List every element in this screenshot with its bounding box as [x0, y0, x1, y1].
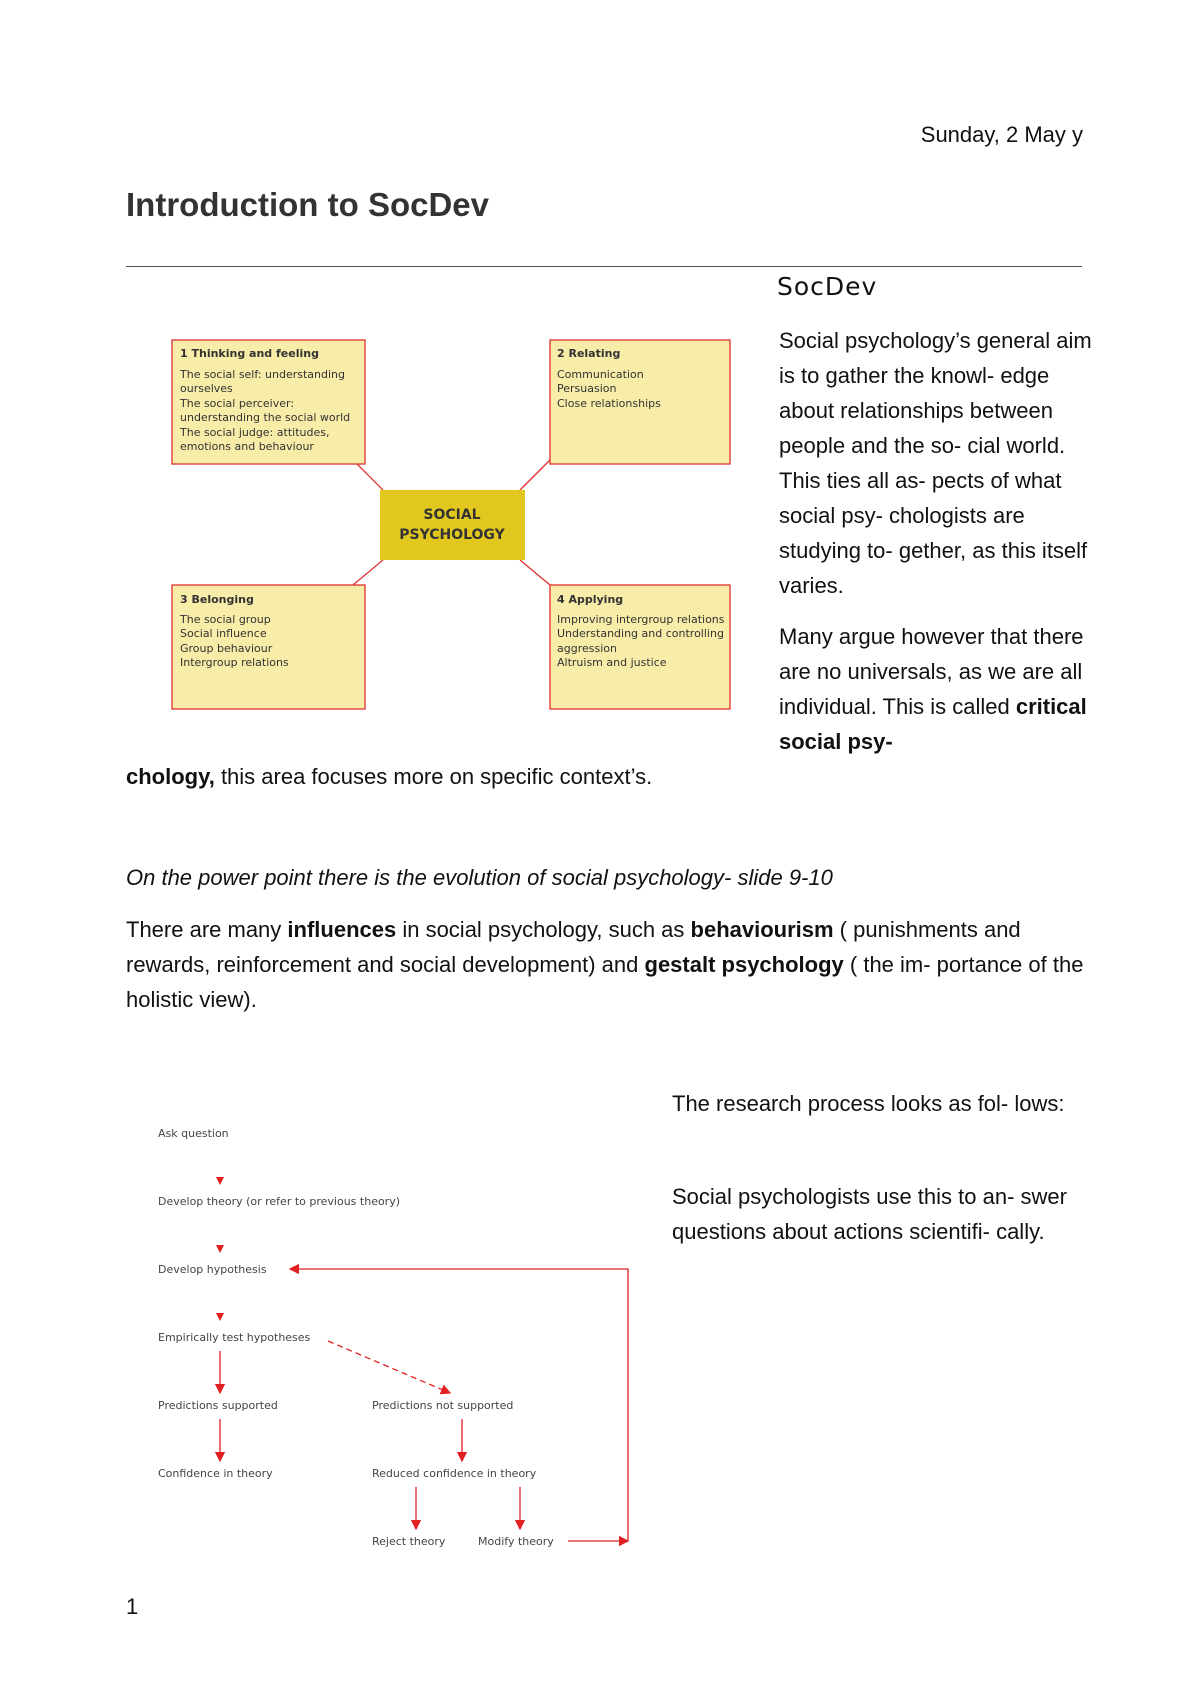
box3-line: Intergroup relations — [180, 656, 289, 669]
influences-text: in social psychology, such as — [396, 917, 691, 942]
step-reject-theory: Reject theory — [372, 1535, 446, 1548]
box1-line: ourselves — [180, 382, 233, 395]
step-predictions-not-supported: Predictions not supported — [372, 1399, 514, 1412]
research-paragraph-2: Social psychologists use this to an- swer questions about actions scientifi- cally. — [672, 1184, 1067, 1244]
box1-line: The social perceiver: — [180, 397, 295, 410]
research-paragraph-1: The research process looks as fol- lows: — [672, 1091, 1065, 1116]
box1-line: emotions and behaviour — [180, 440, 314, 453]
box4-line: aggression — [557, 642, 617, 655]
influences-text: ( punishments and rewards, reinforcement and social development) and — [126, 917, 1021, 977]
box1-line: The social self: understanding — [180, 368, 346, 381]
box3-line: Social influence — [180, 627, 267, 640]
sidebar-p2-text: Many argue however that there are no universals, as we are all individual. This is called — [779, 624, 1084, 719]
continuation-text: this area focuses more on specific context’s. — [214, 764, 653, 789]
step-ask-question: Ask question — [158, 1127, 229, 1140]
step-develop-theory: Develop theory (or refer to previous theory) — [158, 1195, 401, 1208]
step-confidence: Confidence in theory — [158, 1467, 273, 1480]
box3-title: 3 Belonging — [180, 593, 254, 606]
sidebar-paragraph-2 — [779, 619, 1099, 759]
arrow-down-icon — [216, 1313, 224, 1321]
box3-line: The social group — [180, 613, 271, 626]
center-label-line1: SOCIAL — [423, 507, 481, 523]
arrow-to-not-supported — [328, 1341, 450, 1393]
box1-line: understanding the social world — [180, 411, 351, 424]
step-predictions-supported: Predictions supported — [158, 1399, 278, 1412]
page-title: Introduction to SocDev — [126, 186, 489, 223]
box4-line: Improving intergroup relations — [557, 613, 725, 626]
step-test-hypotheses: Empirically test hypotheses — [158, 1331, 311, 1344]
box2-title: 2 Relating — [557, 347, 621, 360]
sidebar-text — [779, 323, 1099, 775]
page-date: Sunday, 2 May y — [920, 122, 1083, 147]
title-divider — [126, 266, 1082, 267]
arrow-down-icon — [216, 1245, 224, 1253]
box1-line: The social judge: attitudes, — [180, 426, 330, 439]
step-modify-theory: Modify theory — [478, 1535, 554, 1548]
influences-bold: influences — [287, 917, 397, 942]
social-psychology-diagram — [165, 330, 735, 725]
research-sidebar — [672, 1086, 1082, 1307]
box1-title: 1 Thinking and feeling — [180, 347, 319, 360]
sidebar-p2-bold: critical social psy- — [779, 694, 1087, 754]
influences-text: ( the im- portance of the holistic view). — [126, 952, 1084, 1012]
box-social-psychology — [380, 490, 525, 560]
box4-title: 4 Applying — [557, 593, 624, 606]
page-number: 1 — [126, 1594, 139, 1619]
continuation-bold: chology, — [126, 764, 215, 789]
box3-line: Group behaviour — [180, 642, 273, 655]
box2-line: Persuasion — [557, 382, 617, 395]
arrow-down-icon — [216, 1177, 224, 1185]
sidebar-heading: SocDev — [777, 272, 878, 301]
gestalt-bold: gestalt psychology — [644, 952, 844, 977]
center-label-line2: PSYCHOLOGY — [399, 527, 505, 543]
box2-line: Close relationships — [557, 397, 661, 410]
behaviourism-bold: behaviourism — [690, 917, 834, 942]
box4-line: Altruism and justice — [557, 656, 667, 669]
box4-line: Understanding and controlling — [557, 627, 724, 640]
continuation-paragraph — [126, 759, 652, 794]
research-process-diagram — [150, 1115, 650, 1560]
connector-line — [520, 560, 550, 585]
influences-text: There are many — [126, 917, 288, 942]
influences-paragraph — [126, 912, 1086, 1017]
sidebar-paragraph-1: Social psychology’s general aim is to gather the knowl- edge about relationships between people and the so- cial world. This ties all as- pects of what social psy- chologists are studying to- gether, as this itself varies. — [779, 328, 1092, 598]
box2-line: Communication — [557, 368, 644, 381]
connector-line — [520, 460, 550, 490]
step-develop-hypothesis: Develop hypothesis — [158, 1263, 267, 1276]
connector-line — [353, 560, 383, 585]
italic-note: On the power point there is the evolution of social psychology- slide 9-10 — [126, 865, 833, 890]
step-reduced-confidence: Reduced confidence in theory — [372, 1467, 537, 1480]
